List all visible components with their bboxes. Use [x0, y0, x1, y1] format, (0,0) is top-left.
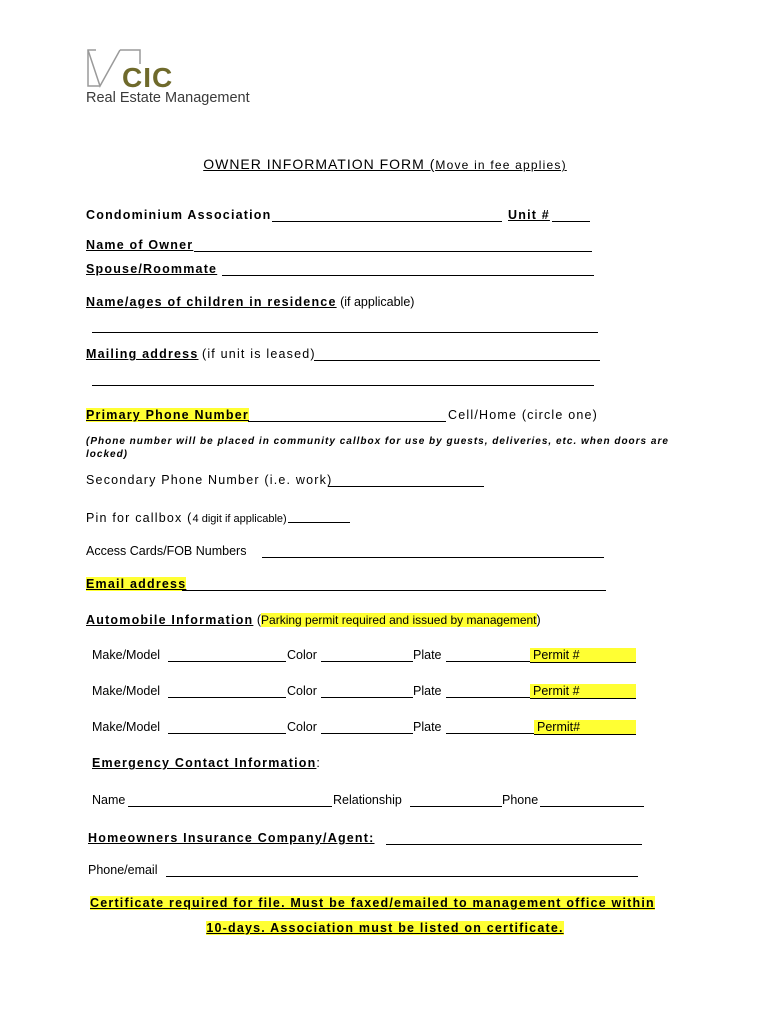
certificate-line-1	[90, 896, 655, 910]
mailing-field	[86, 347, 316, 361]
auto-row-3-permit-label: Permit#	[537, 720, 581, 734]
insurance-phone-email-label: Phone/email	[88, 863, 158, 877]
title-main: OWNER INFORMATION FORM (	[203, 156, 436, 172]
insurance-phone-email-line[interactable]	[166, 876, 638, 877]
auto-row-1-plate-line[interactable]	[446, 661, 530, 662]
association-field[interactable]	[86, 208, 271, 222]
spouse-label: Spouse/Roommate	[86, 262, 218, 276]
emergency-name-label: Name	[92, 793, 126, 807]
emergency-heading: Emergency Contact Information	[92, 756, 317, 770]
insurance-heading	[88, 831, 375, 845]
auto-row-1-permit-label: Permit #	[533, 648, 580, 662]
primary-phone-label: Primary Phone Number	[86, 408, 249, 422]
mailing-line-2[interactable]	[92, 385, 594, 386]
emergency-colon: :	[316, 756, 320, 770]
auto-row-2-color: Color	[287, 684, 317, 698]
insurance-line[interactable]	[386, 844, 642, 845]
pin-field	[86, 509, 287, 527]
auto-row-2-make-line[interactable]	[168, 697, 286, 698]
email-field	[86, 577, 186, 591]
automobile-note-close: )	[536, 613, 541, 627]
children-label: Name/ages of children in residence	[86, 295, 337, 309]
auto-row-3-color: Color	[287, 720, 317, 734]
auto-row-3-plate-line[interactable]	[446, 733, 534, 734]
primary-phone-line[interactable]	[248, 421, 446, 422]
auto-row-1-plate: Plate	[413, 648, 442, 662]
children-line[interactable]	[92, 332, 598, 333]
owner-label: Name of Owner	[86, 238, 194, 252]
logo-subtitle: Real Estate Management	[86, 90, 250, 106]
access-cards-line[interactable]	[262, 557, 604, 558]
automobile-note: Parking permit required and issued by management	[261, 613, 537, 627]
auto-row-3-make-line[interactable]	[168, 733, 286, 734]
mailing-line[interactable]	[314, 360, 600, 361]
auto-row-2-permit[interactable]	[530, 684, 636, 699]
children-field	[86, 295, 414, 309]
primary-phone-field	[86, 408, 249, 422]
auto-row-2-plate-line[interactable]	[446, 697, 530, 698]
pin-label: Pin for callbox (	[86, 511, 193, 525]
owner-line[interactable]	[194, 251, 592, 252]
logo-brand-text: CIC	[122, 62, 174, 93]
access-cards-label: Access Cards/FOB Numbers	[86, 544, 247, 558]
mailing-note: (if unit is leased)	[201, 347, 316, 361]
certificate-line-2	[0, 921, 770, 935]
auto-row-3-plate: Plate	[413, 720, 442, 734]
auto-row-1-color-line[interactable]	[321, 661, 413, 662]
certificate-line-2-text: 10-days. Association must be listed on certificate.	[206, 921, 564, 935]
insurance-heading-label: Homeowners Insurance Company/Agent:	[88, 831, 375, 845]
email-label: Email address	[86, 577, 187, 591]
automobile-heading-row	[86, 613, 541, 627]
title-sub: Move in fee applies)	[435, 158, 567, 172]
auto-row-3-color-line[interactable]	[321, 733, 413, 734]
emergency-phone-label: Phone	[502, 793, 539, 807]
emergency-phone-line[interactable]	[540, 806, 644, 807]
unit-field[interactable]	[508, 208, 550, 222]
phone-note: (Phone number will be placed in community callbox for use by guests, deliveries, etc. when doors are locked)	[86, 436, 669, 460]
auto-row-1-make-line[interactable]	[168, 661, 286, 662]
emergency-heading-row	[92, 756, 320, 770]
pin-line[interactable]	[288, 522, 350, 523]
auto-row-1-permit[interactable]	[530, 648, 636, 663]
secondary-phone-label: Secondary Phone Number (i.e. work)	[86, 473, 333, 487]
auto-row-1-color: Color	[287, 648, 317, 662]
automobile-heading: Automobile Information	[86, 613, 254, 627]
association-label: Condominium Association	[86, 208, 272, 222]
secondary-phone-line[interactable]	[328, 486, 484, 487]
cell-home-label: Cell/Home (circle one)	[448, 408, 599, 422]
auto-row-2-permit-label: Permit #	[533, 684, 580, 698]
company-logo	[86, 46, 276, 108]
spouse-line[interactable]	[222, 275, 594, 276]
unit-label: Unit #	[508, 208, 550, 222]
children-note: (if applicable)	[340, 295, 415, 309]
mailing-label: Mailing address	[86, 347, 199, 361]
auto-row-2-make: Make/Model	[92, 684, 161, 698]
emergency-relationship-line[interactable]	[410, 806, 502, 807]
emergency-relationship-label: Relationship	[333, 793, 402, 807]
association-line[interactable]	[272, 221, 502, 222]
emergency-name-line[interactable]	[128, 806, 332, 807]
email-line[interactable]	[182, 590, 606, 591]
page-title	[0, 156, 770, 172]
automobile-note-open: (	[256, 613, 262, 627]
auto-row-3-permit[interactable]	[534, 720, 636, 735]
auto-row-2-color-line[interactable]	[321, 697, 413, 698]
auto-row-1-make: Make/Model	[92, 648, 161, 662]
pin-note: 4 digit if applicable)	[192, 513, 287, 525]
auto-row-3-make: Make/Model	[92, 720, 161, 734]
certificate-line-1-text: Certificate required for file. Must be faxed/emailed to management office within	[90, 896, 655, 910]
auto-row-2-plate: Plate	[413, 684, 442, 698]
unit-line[interactable]	[552, 221, 590, 222]
